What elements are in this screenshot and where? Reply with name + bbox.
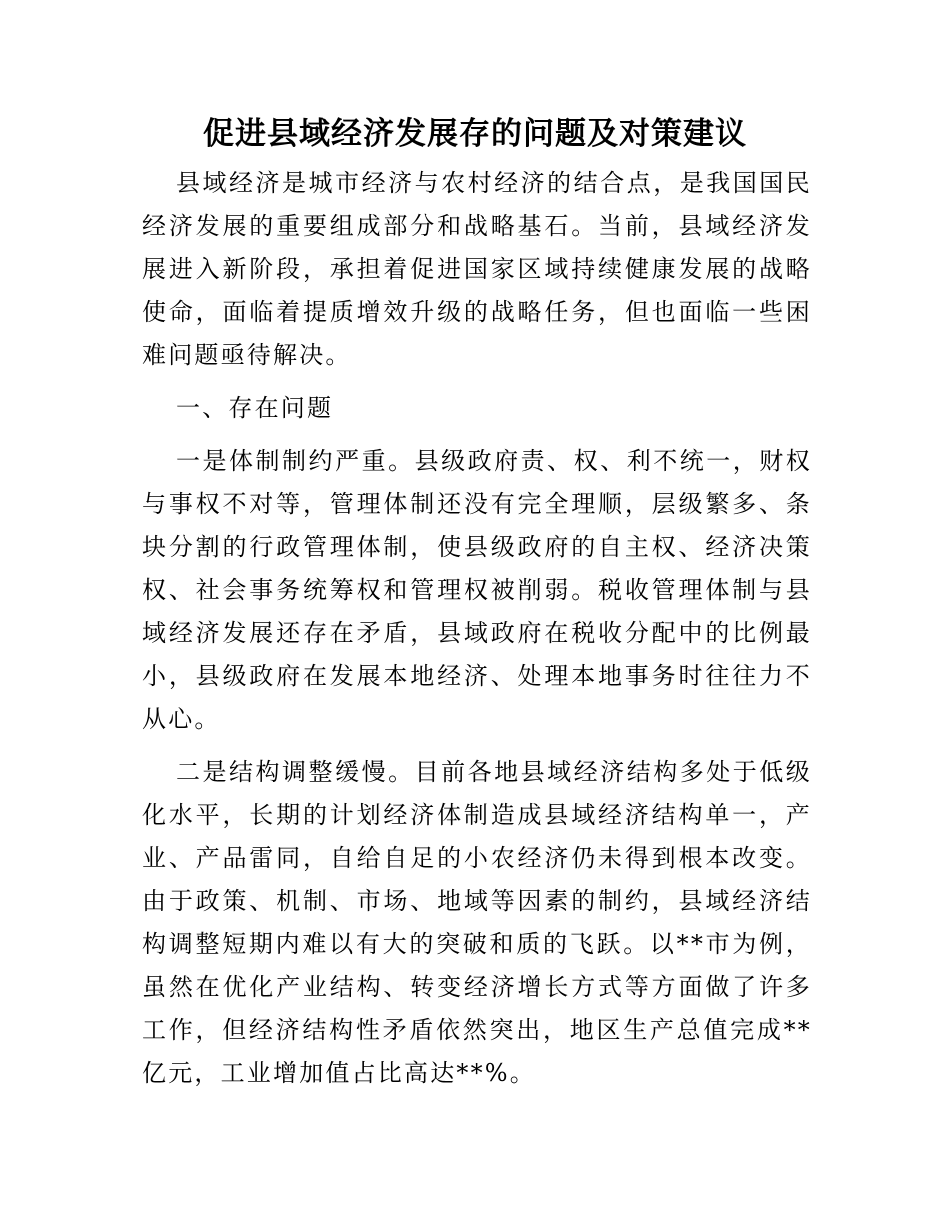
paragraph-structural-adjustment: 二是结构调整缓慢。目前各地县域经济结构多处于低级化水平，长期的计划经济体制造成县域经济结构单一，产业、产品雷同，自给自足的小农经济仍未得到根本改变。由于政策、机制、市场、地域等因素的制约，县域经济结构调整短期内难以有大的突破和质的飞跃。以**市为例，虽然在优化产业结构、转变经济增长方式等方面做了许多工作，但经济结构性矛盾依然突出，地区生产总值完成**亿元，工业增加值占比高达**%。	[142, 758, 812, 1087]
paragraph-institutional-constraints: 一是体制制约严重。县级政府责、权、利不统一，财权与事权不对等，管理体制还没有完全理顺，层级繁多、条块分割的行政管理体制，使县级政府的自主权、经济决策权、社会事务统筹权和管理权被削弱。税收管理体制与县域经济发展还存在矛盾，县域政府在税收分配中的比例最小，县级政府在发展本地经济、处理本地事务时往往力不从心。	[142, 447, 812, 733]
document-body	[142, 162, 812, 1095]
intro-paragraph: 县域经济是城市经济与农村经济的结合点，是我国国民经济发展的重要组成部分和战略基石。当前，县域经济发展进入新阶段，承担着促进国家区域持续健康发展的战略使命，面临着提质增效升级的战略任务，但也面临一些困难问题亟待解决。	[142, 169, 812, 369]
section-heading-problems: 一、存在问题	[176, 394, 334, 422]
document-title: 促进县域经济发展存的问题及对策建议	[203, 116, 747, 152]
